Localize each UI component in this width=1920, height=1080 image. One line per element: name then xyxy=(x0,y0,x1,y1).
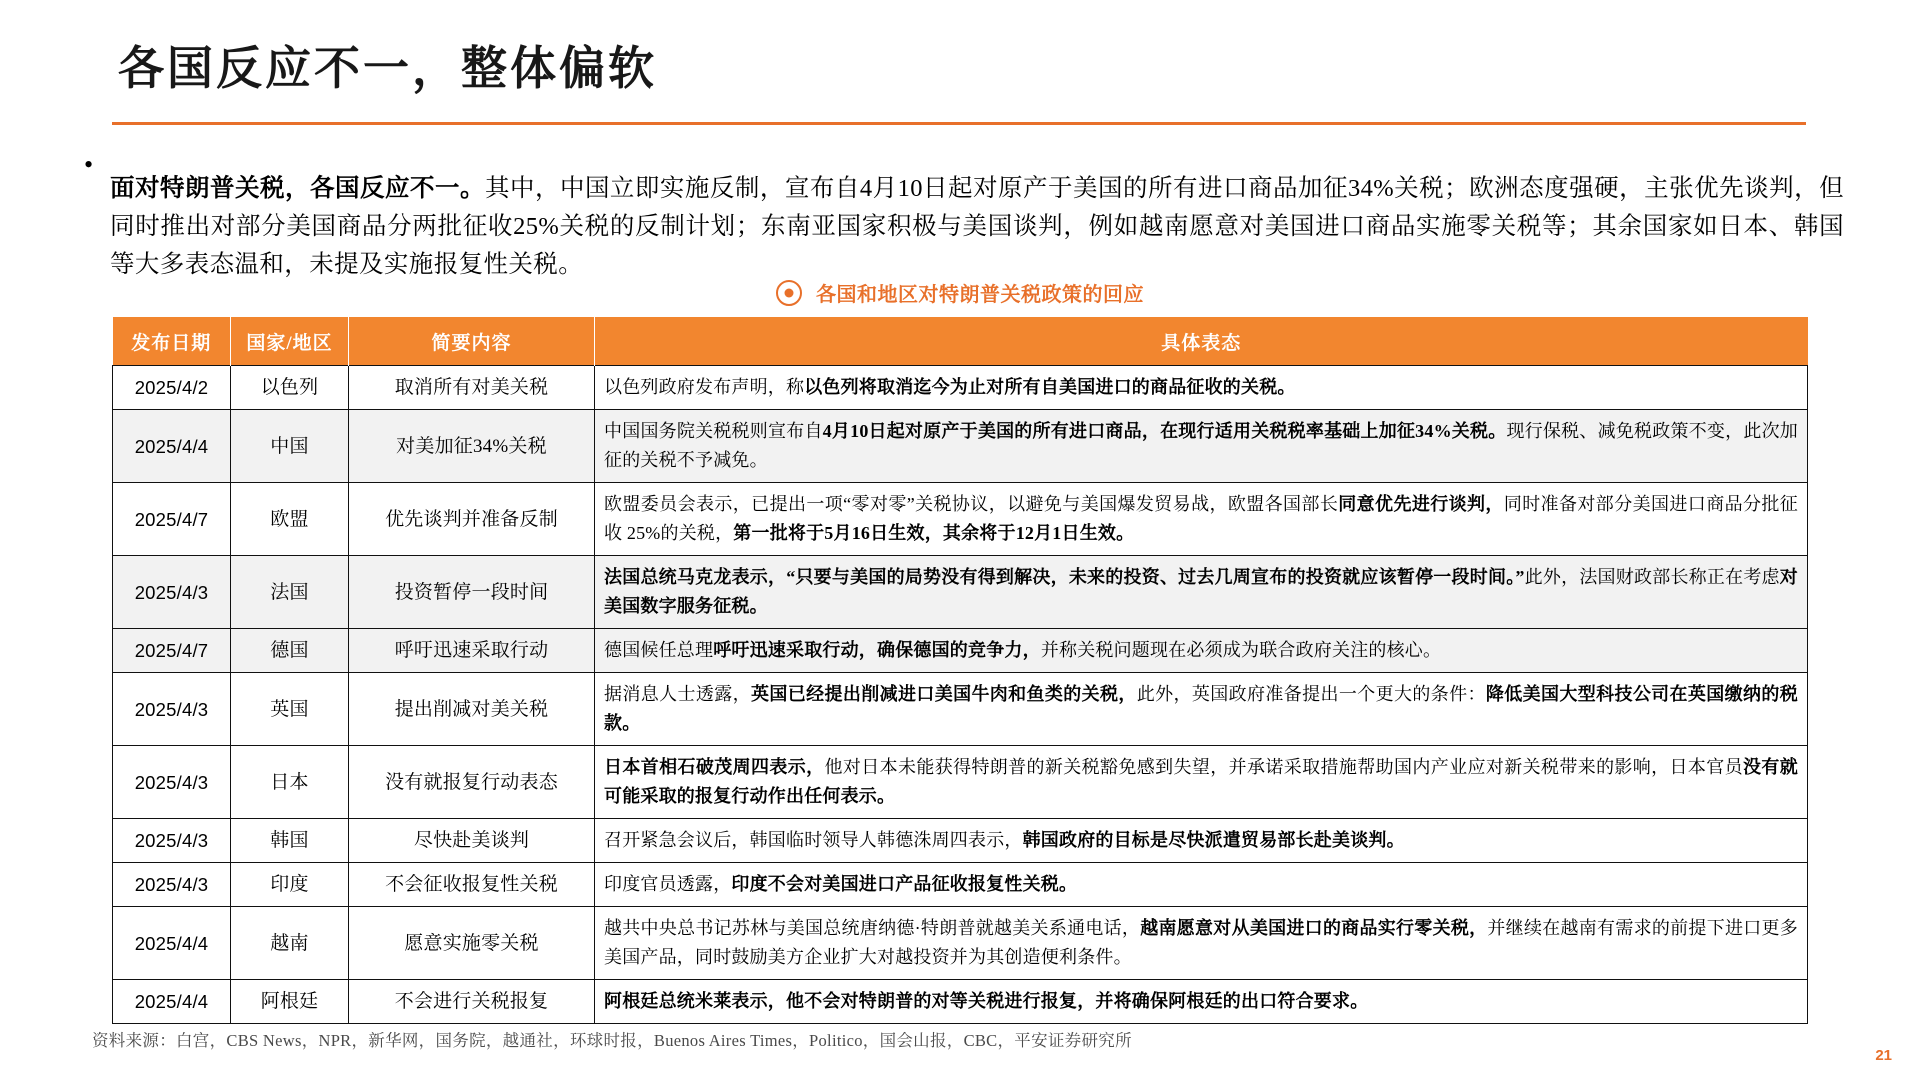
cell-date: 2025/4/3 xyxy=(113,863,231,907)
cell-detail: 印度官员透露，印度不会对美国进口产品征收报复性关税。 xyxy=(595,863,1808,907)
cell-brief: 尽快赴美谈判 xyxy=(349,819,595,863)
table-header-row xyxy=(113,317,1808,366)
cell-date: 2025/4/4 xyxy=(113,907,231,980)
cell-country: 韩国 xyxy=(231,819,349,863)
cell-detail: 阿根廷总统米莱表示，他不会对特朗普的对等关税进行报复，并将确保阿根廷的出口符合要求。 xyxy=(595,980,1808,1024)
table-row xyxy=(113,673,1808,746)
cell-country: 中国 xyxy=(231,410,349,483)
cell-detail: 越共中央总书记苏林与美国总统唐纳德·特朗普就越美关系通电话，越南愿意对从美国进口的商品实行零关税，并继续在越南有需求的前提下进口更多美国产品，同时鼓励美方企业扩大对越投资并为其创造便利条件。 xyxy=(595,907,1808,980)
page-number: 21 xyxy=(1875,1047,1892,1064)
column-header-country: 国家/地区 xyxy=(231,317,349,366)
cell-country: 德国 xyxy=(231,629,349,673)
bullet-lead: 面对特朗普关税，各国反应不一。 xyxy=(110,174,485,202)
bullet-rest: 其中，中国立即实施反制，宣布自4月10日起对原产于美国的所有进口商品加征34%关税；欧洲态度强硬，主张优先谈判，但同时推出对部分美国商品分两批征收25%关税的反制计划；东南亚国家积极与美国谈判，例如越南愿意对美国进口商品实施零关税等；其余国家如日本、韩国等大多表态温和，未提及实施报复性关税。 xyxy=(110,174,1845,278)
cell-country: 日本 xyxy=(231,746,349,819)
title-block xyxy=(118,40,1818,98)
cell-brief: 投资暂停一段时间 xyxy=(349,556,595,629)
table-row xyxy=(113,410,1808,483)
cell-date: 2025/4/3 xyxy=(113,673,231,746)
column-header-detail: 具体表态 xyxy=(595,317,1808,366)
cell-date: 2025/4/3 xyxy=(113,746,231,819)
cell-detail: 召开紧急会议后，韩国临时领导人韩德洙周四表示，韩国政府的目标是尽快派遣贸易部长赴美谈判。 xyxy=(595,819,1808,863)
cell-country: 英国 xyxy=(231,673,349,746)
page-title: 各国反应不一，整体偏软 xyxy=(118,43,657,94)
cell-country: 印度 xyxy=(231,863,349,907)
cell-brief: 愿意实施零关税 xyxy=(349,907,595,980)
table-row xyxy=(113,863,1808,907)
table-row xyxy=(113,980,1808,1024)
cell-detail: 德国候任总理呼吁迅速采取行动，确保德国的竞争力，并称关税问题现在必须成为联合政府关注的核心。 xyxy=(595,629,1808,673)
table-row xyxy=(113,819,1808,863)
cell-date: 2025/4/3 xyxy=(113,819,231,863)
table-row xyxy=(113,556,1808,629)
table-body xyxy=(113,366,1808,1024)
table-row xyxy=(113,907,1808,980)
cell-date: 2025/4/4 xyxy=(113,410,231,483)
table-row xyxy=(113,746,1808,819)
cell-country: 欧盟 xyxy=(231,483,349,556)
cell-date: 2025/4/2 xyxy=(113,366,231,410)
cell-country: 阿根廷 xyxy=(231,980,349,1024)
table-row xyxy=(113,629,1808,673)
cell-detail: 据消息人士透露，英国已经提出削减进口美国牛肉和鱼类的关税，此外，英国政府准备提出一个更大的条件：降低美国大型科技公司在英国缴纳的税款。 xyxy=(595,673,1808,746)
cell-brief: 取消所有对美关税 xyxy=(349,366,595,410)
column-header-date: 发布日期 xyxy=(113,317,231,366)
cell-date: 2025/4/4 xyxy=(113,980,231,1024)
bullet-marker: • xyxy=(84,150,94,179)
cell-detail: 欧盟委员会表示，已提出一项“零对零”关税协议，以避免与美国爆发贸易战，欧盟各国部长同意优先进行谈判，同时准备对部分美国进口商品分批征收 25%的关税，第一批将于5月16日生效，其余将于12月1日生效。 xyxy=(595,483,1808,556)
column-header-brief: 简要内容 xyxy=(349,317,595,366)
cell-detail: 以色列政府发布声明，称以色列将取消迄今为止对所有自美国进口的商品征收的关税。 xyxy=(595,366,1808,410)
cell-brief: 对美加征34%关税 xyxy=(349,410,595,483)
cell-brief: 没有就报复行动表态 xyxy=(349,746,595,819)
cell-brief: 不会征收报复性关税 xyxy=(349,863,595,907)
cell-brief: 提出削减对美关税 xyxy=(349,673,595,746)
source-note: 资料来源：白宫，CBS News，NPR，新华网，国务院，越通社，环球时报，Buenos Aires Times，Politico，国会山报，CBC，平安证券研究所 xyxy=(92,1031,1132,1050)
cell-brief: 优先谈判并准备反制 xyxy=(349,483,595,556)
cell-brief: 呼吁迅速采取行动 xyxy=(349,629,595,673)
cell-date: 2025/4/7 xyxy=(113,483,231,556)
cell-detail: 日本首相石破茂周四表示，他对日本未能获得特朗普的新关税豁免感到失望，并承诺采取措施帮助国内产业应对新关税带来的影响，日本官员没有就可能采取的报复行动作出任何表示。 xyxy=(595,746,1808,819)
cell-country: 以色列 xyxy=(231,366,349,410)
bullet-paragraph-text xyxy=(110,170,1844,284)
cell-country: 越南 xyxy=(231,907,349,980)
responses-table xyxy=(112,317,1808,1024)
cell-brief: 不会进行关税报复 xyxy=(349,980,595,1024)
table-row xyxy=(113,366,1808,410)
cell-date: 2025/4/7 xyxy=(113,629,231,673)
cell-date: 2025/4/3 xyxy=(113,556,231,629)
target-dot-icon xyxy=(776,280,802,306)
title-divider xyxy=(112,122,1806,125)
table-caption xyxy=(0,278,1920,307)
cell-detail: 中国国务院关税税则宣布自4月10日起对原产于美国的所有进口商品，在现行适用关税税率基础上加征34%关税。现行保税、减免税政策不变，此次加征的关税不予减免。 xyxy=(595,410,1808,483)
cell-detail: 法国总统马克龙表示，“只要与美国的局势没有得到解决，未来的投资、过去几周宣布的投资就应该暂停一段时间。”此外，法国财政部长称正在考虑对美国数字服务征税。 xyxy=(595,556,1808,629)
table-caption-label: 各国和地区对特朗普关税政策的回应 xyxy=(816,284,1144,306)
cell-country: 法国 xyxy=(231,556,349,629)
table-row xyxy=(113,483,1808,556)
responses-table-wrapper xyxy=(112,317,1808,1024)
table-header xyxy=(113,317,1808,366)
